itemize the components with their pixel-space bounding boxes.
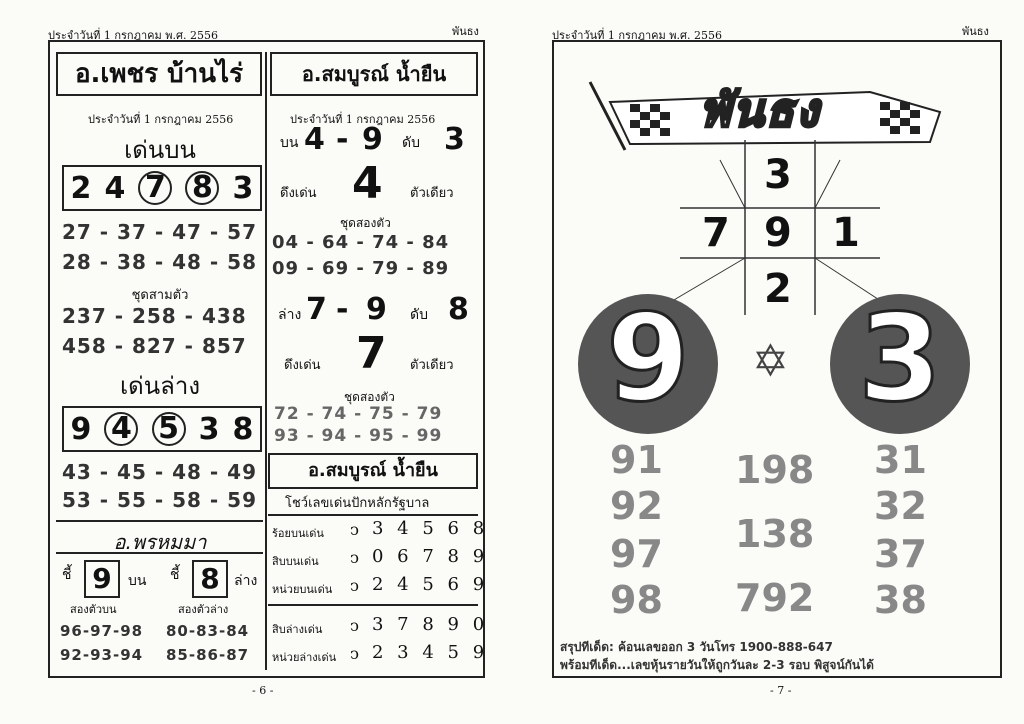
col2-top-dub-val: 3 <box>444 122 465 157</box>
divider <box>56 552 263 554</box>
bottom-point-suffix: ล่าง <box>234 573 258 589</box>
footer-line-1: สรุปทีเด็ด: ค้อนเลขออก 3 วันโทร 1900-888-647 <box>560 640 833 654</box>
digit: 4 <box>104 170 126 206</box>
grid-center: 9 <box>764 210 792 256</box>
col1-bottom-digits <box>62 406 262 452</box>
col1-top-label: เด่นบน <box>124 136 196 164</box>
col2-bottom-sep: - <box>336 292 349 327</box>
digit: 8 <box>232 411 254 447</box>
col1-date: ประจำวันที่ 1 กรกฎาคม 2556 <box>88 113 234 126</box>
col2-bottom-a: 7 <box>306 292 327 327</box>
row-label: สิบล่างเด่น <box>272 623 323 636</box>
col2-bottom-pairs-2: 93 - 94 - 95 - 99 <box>274 426 443 446</box>
col2-top-pull-label: ดึงเด่น <box>280 186 317 201</box>
col2-title-box <box>270 52 478 96</box>
left-num: 92 <box>610 484 663 528</box>
top-point-suffix: บน <box>128 573 147 589</box>
two-top-label: สองตัวบน <box>70 603 117 616</box>
star-of-david-icon: ✡ <box>752 336 789 387</box>
digit-circled: 8 <box>185 171 219 205</box>
col2-bottom-b: 9 <box>366 292 387 327</box>
col2-single-label-2: ตัวเดียว <box>410 358 454 373</box>
right-header-brand: พันธง <box>962 25 989 38</box>
row-label: หน่วยล่างเด่น <box>272 651 337 664</box>
grid-left: 7 <box>702 210 730 256</box>
big-number-right: 3 <box>858 290 942 429</box>
col2-top-dub: ดับ <box>402 135 420 151</box>
col1-title-box <box>56 52 262 96</box>
column-divider <box>265 52 267 670</box>
col2-pair-label-2: ชุดสองตัว <box>344 390 395 404</box>
left-page-number: - 6 - <box>252 684 274 697</box>
footer-line-2: พร้อมทีเด็ด...เลขหุ้นรายวันให้ถูกวันละ 2-3 รอบ พิสูจน์กันได้ <box>560 658 874 672</box>
brahma-title: อ.พรหมมา <box>113 530 207 554</box>
divider <box>56 520 263 522</box>
two-top-2: 92-93-94 <box>60 646 144 664</box>
digit: 9 <box>70 411 92 447</box>
col2-title2: อ.สมบูรณ์ น้ำยืน <box>308 460 438 481</box>
col2-bottom-prefix: ล่าง <box>278 307 302 323</box>
center-num: 198 <box>735 448 815 492</box>
col2-bottom-dub: ดับ <box>410 307 428 323</box>
row-label: สิบบนเด่น <box>272 555 319 568</box>
center-num: 792 <box>735 576 815 620</box>
digit: 3 <box>198 411 220 447</box>
col2-date: ประจำวันที่ 1 กรกฎาคม 2556 <box>290 113 436 126</box>
right-header-date: ประจำวันที่ 1 กรกฎาคม พ.ศ. 2556 <box>552 29 722 42</box>
col2-top-sep: - <box>336 122 349 157</box>
col2-top-a: 4 <box>304 122 325 157</box>
two-bottom-2: 85-86-87 <box>166 646 250 664</box>
col1-three-1: 237 - 258 - 438 <box>62 304 247 328</box>
row-arrow: ↄ <box>350 520 359 539</box>
right-num: 38 <box>874 578 927 622</box>
grid-right: 1 <box>832 210 860 256</box>
col2-title: อ.สมบูรณ์ น้ำยืน <box>301 62 447 86</box>
divider <box>268 514 478 516</box>
row-arrow: ↄ <box>350 576 359 595</box>
row-digits: 2 3 4 5 9 <box>372 642 489 663</box>
divider <box>268 604 478 606</box>
row-arrow: ↄ <box>350 548 359 567</box>
col2-top-b: 9 <box>362 122 383 157</box>
digit-circled: 4 <box>104 412 138 446</box>
grid-top: 3 <box>764 152 792 198</box>
col1-top-pairs-1: 27 - 37 - 47 - 57 <box>62 220 258 244</box>
row-digits: 3 4 5 6 8 <box>372 518 489 539</box>
right-num: 31 <box>874 438 927 482</box>
two-bottom-1: 80-83-84 <box>166 622 250 640</box>
row-digits: 0 6 7 8 9 <box>372 546 489 567</box>
row-label: ร้อยบนเด่น <box>272 527 324 540</box>
two-bottom-label: สองตัวล่าง <box>178 603 229 616</box>
left-num: 91 <box>610 438 663 482</box>
left-header-date: ประจำวันที่ 1 กรกฎาคม พ.ศ. 2556 <box>48 29 218 42</box>
digit: 2 <box>70 170 92 206</box>
right-page-number: - 7 - <box>770 684 792 697</box>
col2-title2-box <box>268 453 478 489</box>
col1-title: อ.เพชร บ้านไร่ <box>74 59 244 89</box>
row-digits: 2 4 5 6 9 <box>372 574 489 595</box>
point-label-bottom: ชี้ <box>170 567 180 583</box>
big-number-left: 9 <box>606 290 690 429</box>
top-point-box: 9 <box>84 560 120 598</box>
left-num: 97 <box>610 532 663 576</box>
right-num: 32 <box>874 484 927 528</box>
point-label-top: ชี้ <box>62 567 72 583</box>
bottom-point-box: 8 <box>192 560 228 598</box>
col1-top-pairs-2: 28 - 38 - 48 - 58 <box>62 250 258 274</box>
col2-bottom-pairs-1: 72 - 74 - 75 - 79 <box>274 404 443 424</box>
grid-bottom: 2 <box>764 266 792 312</box>
flag-text: พันธง <box>700 83 821 137</box>
row-digits: 3 7 8 9 0 <box>372 614 489 635</box>
col2-show-label: โชว์เลขเด่นปักหลักรัฐบาล <box>285 496 430 511</box>
col2-bottom-pull-val: 7 <box>356 328 387 379</box>
left-header-brand: พันธง <box>452 25 479 38</box>
col2-top-pull-val: 4 <box>352 158 383 209</box>
col2-pair-label: ชุดสองตัว <box>340 216 391 230</box>
col1-three-2: 458 - 827 - 857 <box>62 334 247 358</box>
col2-top-prefix: บน <box>280 135 299 151</box>
col1-bottom-pairs-2: 53 - 55 - 58 - 59 <box>62 488 258 512</box>
col1-top-digits <box>62 165 262 211</box>
two-top-1: 96-97-98 <box>60 622 144 640</box>
col2-top-pairs-1: 04 - 64 - 74 - 84 <box>272 232 450 253</box>
right-num: 37 <box>874 532 927 576</box>
digit-circled: 7 <box>138 171 172 205</box>
col2-bottom-dub-val: 8 <box>448 292 469 327</box>
col2-single-label: ตัวเดียว <box>410 186 454 201</box>
row-arrow: ↄ <box>350 644 359 663</box>
digit: 3 <box>232 170 254 206</box>
col1-bottom-pairs-1: 43 - 45 - 48 - 49 <box>62 460 258 484</box>
row-arrow: ↄ <box>350 616 359 635</box>
col2-bottom-pull-label: ดึงเด่น <box>284 358 321 373</box>
col1-bottom-label: เด่นล่าง <box>119 372 201 400</box>
row-label: หน่วยบนเด่น <box>272 583 333 596</box>
col2-top-pairs-2: 09 - 69 - 79 - 89 <box>272 258 450 279</box>
col1-three-label: ชุดสามตัว <box>131 288 189 303</box>
left-num: 98 <box>610 578 663 622</box>
digit-circled: 5 <box>152 412 186 446</box>
center-num: 138 <box>735 512 815 556</box>
